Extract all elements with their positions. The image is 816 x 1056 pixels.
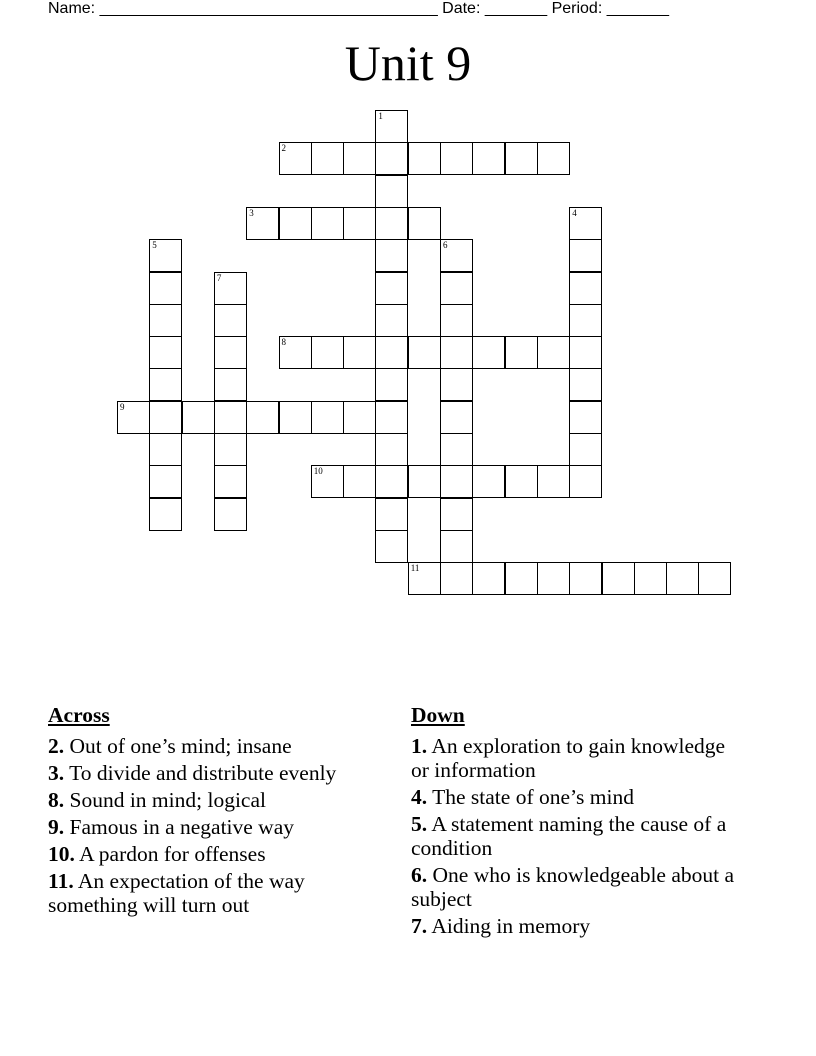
crossword-cell[interactable] bbox=[149, 304, 182, 337]
crossword-cell[interactable] bbox=[149, 498, 182, 531]
clue-number-label: 3 bbox=[249, 207, 254, 218]
clue-number: 11. bbox=[48, 869, 74, 893]
crossword-cell[interactable] bbox=[634, 562, 667, 595]
crossword-cell[interactable] bbox=[214, 368, 247, 401]
crossword-cell[interactable] bbox=[408, 336, 441, 369]
crossword-cell[interactable] bbox=[569, 272, 602, 305]
clue-number-label: 2 bbox=[281, 143, 286, 154]
crossword-cell[interactable] bbox=[440, 465, 473, 498]
crossword-cell[interactable] bbox=[505, 142, 538, 175]
crossword-cell[interactable] bbox=[440, 239, 473, 272]
crossword-cell[interactable] bbox=[440, 304, 473, 337]
clue-number-label: 10 bbox=[313, 466, 323, 477]
clue-number: 8. bbox=[48, 788, 65, 812]
crossword-cell[interactable] bbox=[440, 498, 473, 531]
clue-text: One who is knowledgeable about a subject bbox=[411, 863, 735, 911]
down-clue-4 bbox=[411, 785, 741, 809]
across-clues bbox=[48, 703, 378, 920]
clue-text: Aiding in memory bbox=[431, 914, 591, 938]
crossword-cell[interactable] bbox=[505, 336, 538, 369]
clue-text: Famous in a negative way bbox=[69, 815, 295, 839]
crossword-cell[interactable] bbox=[408, 142, 441, 175]
crossword-cell[interactable] bbox=[149, 401, 182, 434]
crossword-cell[interactable] bbox=[472, 142, 505, 175]
crossword-cell[interactable] bbox=[214, 401, 247, 434]
clue-number-label: 5 bbox=[152, 240, 157, 251]
crossword-cell[interactable] bbox=[246, 207, 279, 240]
crossword-cell[interactable] bbox=[343, 207, 376, 240]
crossword-cell[interactable] bbox=[311, 336, 344, 369]
clue-number: 1. bbox=[411, 734, 428, 758]
crossword-cell[interactable] bbox=[569, 433, 602, 466]
crossword-cell[interactable] bbox=[279, 207, 312, 240]
crossword-cell[interactable] bbox=[472, 465, 505, 498]
crossword-cell[interactable] bbox=[472, 562, 505, 595]
clue-number-label: 4 bbox=[572, 207, 577, 218]
crossword-cell[interactable] bbox=[569, 401, 602, 434]
crossword-cell[interactable] bbox=[375, 465, 408, 498]
crossword-cell[interactable] bbox=[214, 498, 247, 531]
crossword-cell[interactable] bbox=[408, 562, 441, 595]
crossword-cell[interactable] bbox=[440, 272, 473, 305]
down-clues bbox=[411, 703, 741, 941]
clue-number-label: 8 bbox=[281, 337, 286, 348]
crossword-cell[interactable] bbox=[375, 433, 408, 466]
crossword-cell[interactable] bbox=[569, 304, 602, 337]
crossword-cell[interactable] bbox=[537, 465, 570, 498]
crossword-cell[interactable] bbox=[602, 562, 635, 595]
crossword-cell[interactable] bbox=[698, 562, 731, 595]
crossword-cell[interactable] bbox=[569, 465, 602, 498]
crossword-cell[interactable] bbox=[214, 272, 247, 305]
crossword-cell[interactable] bbox=[375, 110, 408, 143]
crossword-cell[interactable] bbox=[440, 336, 473, 369]
crossword-cell[interactable] bbox=[440, 142, 473, 175]
page-title: Unit 9 bbox=[344, 35, 472, 91]
clue-text: The state of one’s mind bbox=[432, 785, 634, 809]
crossword-cell[interactable] bbox=[375, 530, 408, 563]
crossword-cell[interactable] bbox=[505, 562, 538, 595]
crossword-cell[interactable] bbox=[311, 142, 344, 175]
crossword-cell[interactable] bbox=[149, 336, 182, 369]
across-clue-11 bbox=[48, 869, 378, 917]
crossword-cell[interactable] bbox=[375, 498, 408, 531]
clue-text: A statement naming the cause of a condition bbox=[411, 812, 727, 860]
across-clue-3 bbox=[48, 761, 378, 785]
crossword-cell[interactable] bbox=[117, 401, 150, 434]
down-heading: Down bbox=[411, 703, 465, 727]
crossword-cell[interactable] bbox=[214, 433, 247, 466]
clue-number-label: 11 bbox=[410, 563, 420, 574]
crossword-cell[interactable] bbox=[375, 175, 408, 208]
across-heading: Across bbox=[48, 703, 110, 727]
crossword-cell[interactable] bbox=[343, 142, 376, 175]
down-clue-7 bbox=[411, 914, 741, 938]
crossword-cell[interactable] bbox=[375, 142, 408, 175]
crossword-cell[interactable] bbox=[246, 401, 279, 434]
crossword-cell[interactable] bbox=[149, 272, 182, 305]
across-clue-10 bbox=[48, 842, 378, 866]
clue-text: Sound in mind; logical bbox=[69, 788, 266, 812]
across-clue-9 bbox=[48, 815, 378, 839]
clue-number: 3. bbox=[48, 761, 65, 785]
crossword-cell[interactable] bbox=[440, 562, 473, 595]
across-clue-2 bbox=[48, 734, 378, 758]
crossword-cell[interactable] bbox=[408, 207, 441, 240]
crossword-cell[interactable] bbox=[440, 530, 473, 563]
crossword-cell[interactable] bbox=[311, 465, 344, 498]
crossword-cell[interactable] bbox=[375, 336, 408, 369]
down-clue-1 bbox=[411, 734, 741, 782]
clue-number-label: 1 bbox=[378, 111, 383, 121]
crossword-cell[interactable] bbox=[343, 465, 376, 498]
clue-number-label: 9 bbox=[120, 401, 125, 412]
crossword-cell[interactable] bbox=[537, 562, 570, 595]
crossword-cell[interactable] bbox=[311, 207, 344, 240]
clue-number: 6. bbox=[411, 863, 428, 887]
clue-text: An expectation of the way something will turn out bbox=[48, 869, 305, 917]
clue-text: An exploration to gain knowledge or information bbox=[411, 734, 726, 782]
crossword-cell[interactable] bbox=[279, 142, 312, 175]
down-clue-6 bbox=[411, 863, 741, 911]
crossword-cell[interactable] bbox=[537, 142, 570, 175]
clue-text: To divide and distribute evenly bbox=[69, 761, 337, 785]
crossword-cell[interactable] bbox=[214, 465, 247, 498]
crossword-cell[interactable] bbox=[149, 239, 182, 272]
crossword-cell[interactable] bbox=[666, 562, 699, 595]
crossword-cell[interactable] bbox=[343, 401, 376, 434]
crossword-cell[interactable] bbox=[149, 368, 182, 401]
crossword-cell[interactable] bbox=[182, 401, 215, 434]
crossword-cell[interactable] bbox=[279, 401, 312, 434]
student-info-line: Name: ______________________________________ Date: _______ Period: _______ bbox=[48, 0, 670, 17]
crossword-cell[interactable] bbox=[440, 368, 473, 401]
crossword-cell[interactable] bbox=[375, 401, 408, 434]
clue-text: A pardon for offenses bbox=[79, 842, 266, 866]
clue-number: 5. bbox=[411, 812, 428, 836]
crossword-cell[interactable] bbox=[375, 207, 408, 240]
crossword-cell[interactable] bbox=[375, 239, 408, 272]
crossword-cell[interactable] bbox=[408, 465, 441, 498]
clue-number-label: 7 bbox=[216, 272, 222, 283]
crossword-cell[interactable] bbox=[311, 401, 344, 434]
crossword-cell[interactable] bbox=[343, 336, 376, 369]
crossword-cell[interactable] bbox=[214, 304, 247, 337]
crossword-cell[interactable] bbox=[569, 562, 602, 595]
crossword-cell[interactable] bbox=[375, 272, 408, 305]
crossword-cell[interactable] bbox=[214, 336, 247, 369]
down-clue-5 bbox=[411, 812, 741, 860]
crossword-cell[interactable] bbox=[279, 336, 312, 369]
crossword-cell[interactable] bbox=[440, 401, 473, 434]
crossword-cell[interactable] bbox=[569, 336, 602, 369]
crossword-cell[interactable] bbox=[440, 433, 473, 466]
clue-number-label: 6 bbox=[443, 240, 448, 251]
crossword-cell[interactable] bbox=[149, 465, 182, 498]
across-clue-8 bbox=[48, 788, 378, 812]
crossword-cell[interactable] bbox=[537, 336, 570, 369]
crossword-cell[interactable] bbox=[569, 368, 602, 401]
clue-number: 10. bbox=[48, 842, 75, 866]
crossword-cell[interactable] bbox=[375, 304, 408, 337]
crossword-cell[interactable] bbox=[375, 368, 408, 401]
crossword-cell[interactable] bbox=[149, 433, 182, 466]
clue-text: Out of one’s mind; insane bbox=[69, 734, 292, 758]
clue-number: 7. bbox=[411, 914, 428, 938]
crossword-cell[interactable] bbox=[569, 207, 602, 240]
clue-number: 4. bbox=[411, 785, 428, 809]
crossword-cell[interactable] bbox=[569, 239, 602, 272]
clue-number: 2. bbox=[48, 734, 65, 758]
crossword-cell[interactable] bbox=[472, 336, 505, 369]
clue-number: 9. bbox=[48, 815, 65, 839]
crossword-cell[interactable] bbox=[505, 465, 538, 498]
